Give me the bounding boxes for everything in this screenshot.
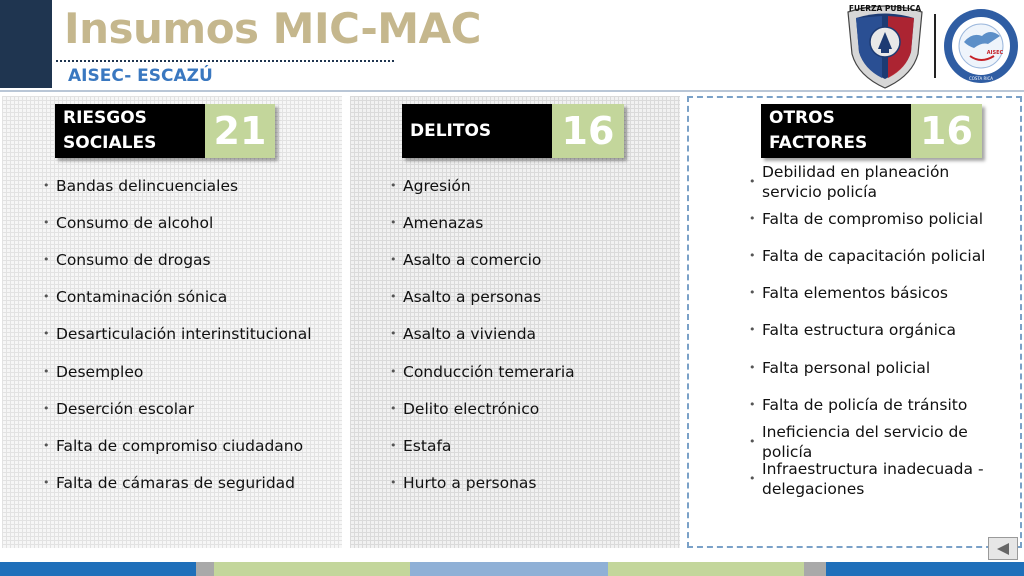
seal-bottom-text: COSTA RICA <box>968 76 994 81</box>
bottom-bar-segment <box>0 562 196 576</box>
list-item: • Delito electrónico <box>390 390 670 427</box>
list-item: • Consumo de drogas <box>43 241 333 278</box>
list-item: • Conducción temeraria <box>390 353 670 390</box>
bottom-bar-segment <box>608 562 804 576</box>
bottom-color-bar <box>0 562 1024 576</box>
header-divider <box>0 90 1024 92</box>
fuerza-publica-shield-logo <box>842 2 928 90</box>
list-item: • Desempleo <box>43 353 333 390</box>
seal-text: AISEC <box>986 50 1004 56</box>
category-label-delitos: DELITOS <box>402 104 552 158</box>
list-item: • Desarticulación interinstitucional <box>43 316 333 353</box>
category-label-riesgos-sociales: RIESGOS SOCIALES <box>55 104 205 158</box>
bottom-bar-segment <box>410 562 608 576</box>
list-item: • Falta de compromiso ciudadano <box>43 427 333 464</box>
bottom-bar-segment <box>826 562 1024 576</box>
list-item: • Estafa <box>390 427 670 464</box>
category-count-otros-factores: 16 <box>911 104 982 158</box>
logos-group <box>842 2 1020 90</box>
list-item: • Falta de cámaras de seguridad <box>43 465 333 502</box>
corner-accent <box>0 0 52 88</box>
list-item: • Hurto a personas <box>390 465 670 502</box>
list-item: • Falta estructura orgánica <box>749 312 1011 349</box>
list-item: • Agresión <box>390 167 670 204</box>
delitos-list <box>390 167 670 502</box>
category-count-delitos: 16 <box>552 104 624 158</box>
title-underline <box>56 60 394 62</box>
list-item: • Infraestructura inadecuada - delegaciones <box>749 461 1011 498</box>
bottom-bar-segment <box>196 562 214 576</box>
list-item: • Ineficiencia del servicio de policía <box>749 423 1011 460</box>
shield-title: FUERZA PUBLICA <box>848 4 922 13</box>
list-item: • Falta de policía de tránsito <box>749 386 1011 423</box>
aisec-seal-logo <box>942 6 1020 86</box>
list-item: • Falta elementos básicos <box>749 275 1011 312</box>
riesgos-sociales-list <box>43 167 333 502</box>
list-item: • Asalto a vivienda <box>390 316 670 353</box>
list-item: • Asalto a comercio <box>390 241 670 278</box>
list-item: • Falta de compromiso policial <box>749 200 1011 237</box>
list-item: • Falta de capacitación policial <box>749 237 1011 274</box>
list-item: • Contaminación sónica <box>43 279 333 316</box>
list-item: • Consumo de alcohol <box>43 204 333 241</box>
page-title: Insumos MIC-MAC <box>64 4 481 53</box>
list-item: • Falta personal policial <box>749 349 1011 386</box>
list-item: • Deserción escolar <box>43 390 333 427</box>
otros-factores-list <box>749 163 1011 498</box>
logo-divider <box>934 14 936 78</box>
list-item: • Debilidad en planeación servicio policía <box>749 163 1011 200</box>
bottom-bar-segment <box>214 562 410 576</box>
category-label-otros-factores: OTROS FACTORES <box>761 104 911 158</box>
bottom-bar-segment <box>804 562 826 576</box>
previous-slide-button[interactable] <box>988 537 1018 560</box>
page-subtitle: AISEC- ESCAZÚ <box>68 66 213 86</box>
category-count-riesgos-sociales: 21 <box>205 104 275 158</box>
list-item: • Amenazas <box>390 204 670 241</box>
triangle-left-icon <box>994 542 1012 556</box>
list-item: • Asalto a personas <box>390 279 670 316</box>
list-item: • Bandas delincuenciales <box>43 167 333 204</box>
